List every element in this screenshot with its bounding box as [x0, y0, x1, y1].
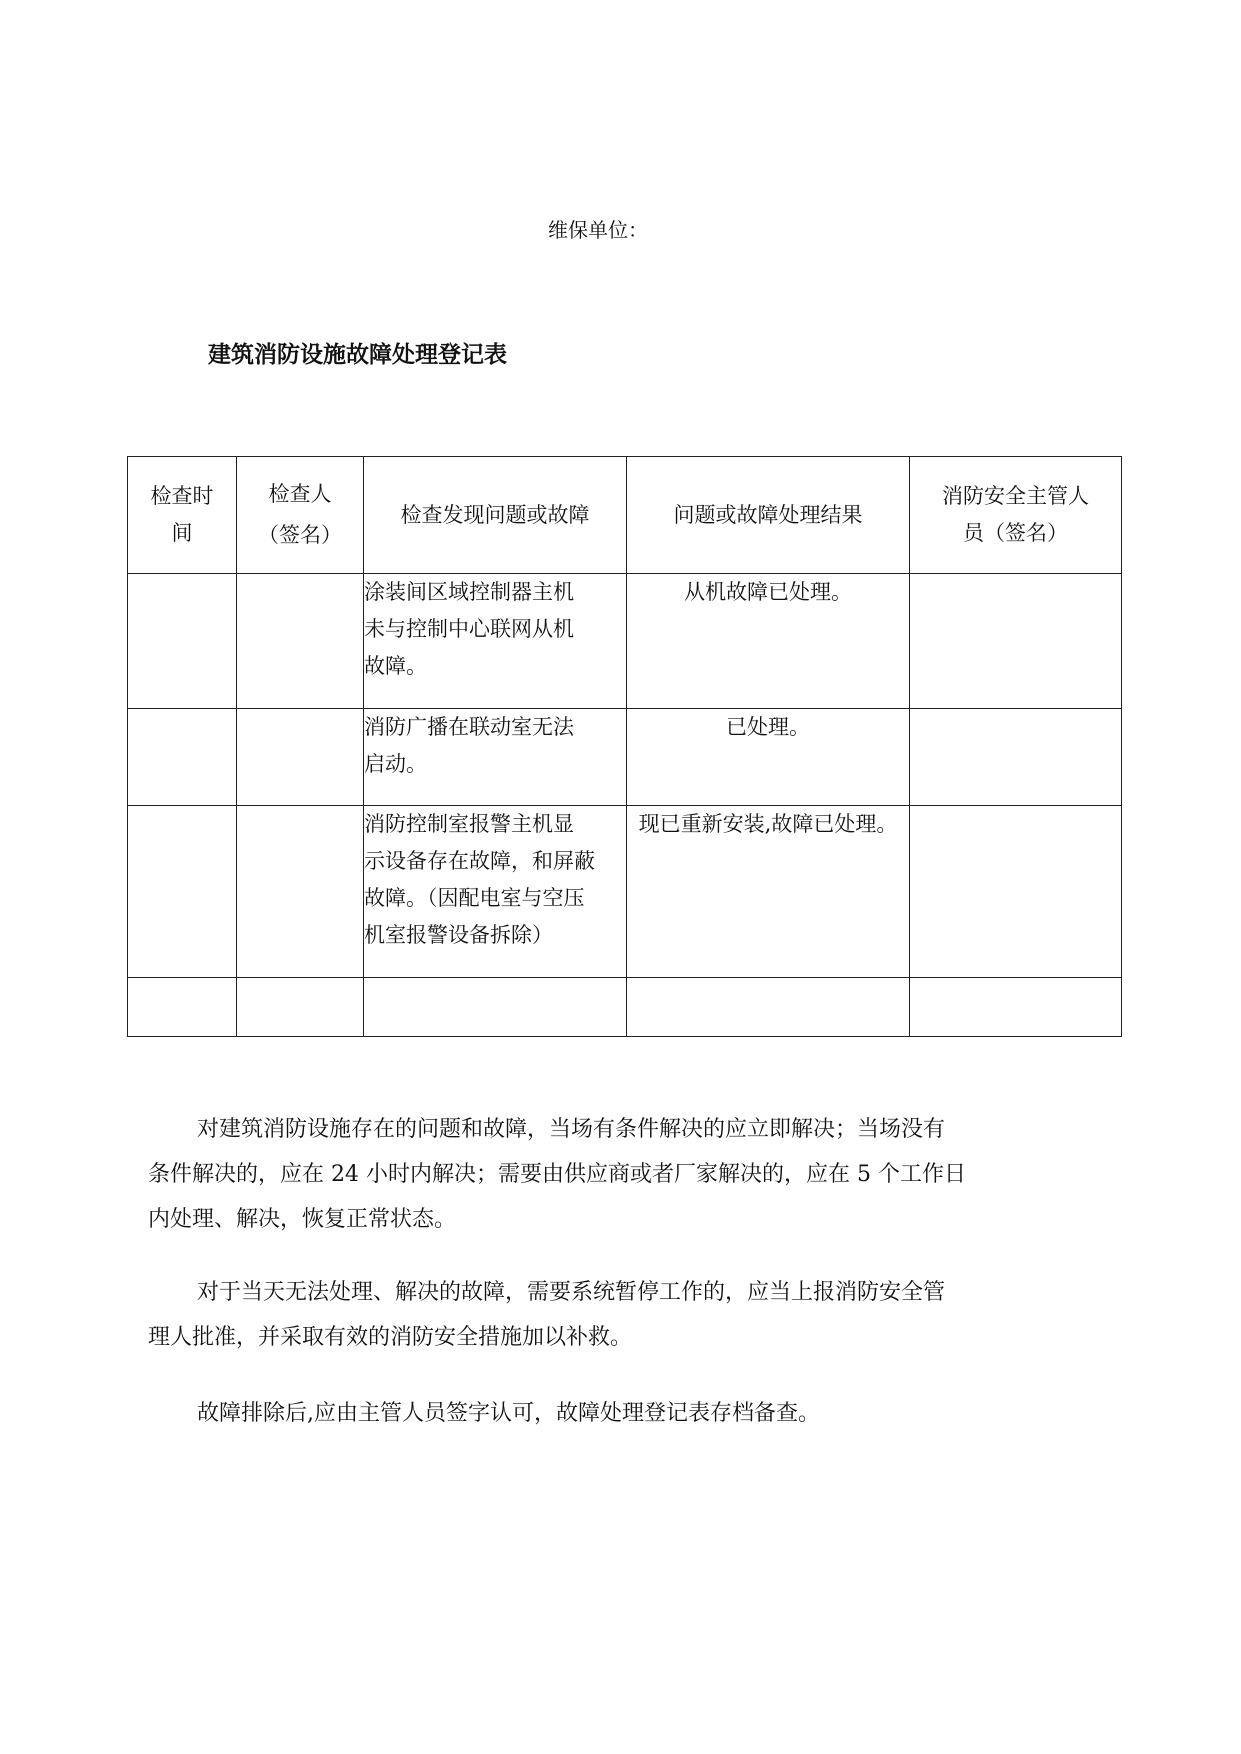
- fault-register-table: [127, 456, 1122, 1037]
- header-check-time: 检查时 间: [128, 457, 237, 574]
- table-row: [128, 709, 1122, 806]
- cell-inspector: [237, 709, 364, 806]
- cell-time: [128, 978, 237, 1037]
- header-problem: 检查发现问题或故障: [364, 457, 627, 574]
- cell-inspector: [237, 978, 364, 1037]
- cell-supervisor: [910, 574, 1122, 709]
- cell-inspector: [237, 574, 364, 709]
- cell-supervisor: [910, 806, 1122, 978]
- cell-inspector: [237, 806, 364, 978]
- cell-problem: 消防广播在联动室无法 启动。: [364, 709, 627, 806]
- table-row: [128, 806, 1122, 978]
- cell-problem: 涂装间区域控制器主机 未与控制中心联网从机 故障。: [364, 574, 627, 709]
- cell-time: [128, 574, 237, 709]
- page-title: 建筑消防设施故障处理登记表: [208, 341, 507, 368]
- header-supervisor: 消防安全主管人 员（签名）: [910, 457, 1122, 574]
- paragraph-archiving: 故障排除后,应由主管人员签字认可，故障处理登记表存档备查。: [197, 1401, 820, 1426]
- cell-result: [627, 978, 910, 1037]
- cell-problem: 消防控制室报警主机显 示设备存在故障，和屏蔽 故障。（因配电室与空压 机室报警设备拆除）: [364, 806, 627, 978]
- cell-result: 从机故障已处理。: [627, 574, 910, 709]
- cell-result: 已处理。: [627, 709, 910, 806]
- header-result: 问题或故障处理结果: [627, 457, 910, 574]
- header-inspector: 检查人 （签名）: [237, 457, 364, 574]
- paragraph-unresolved-faults: 对于当天无法处理、解决的故障，需要系统暂停工作的，应当上报消防安全管 理人批准，并采取有效的消防安全措施加以补救。: [148, 1280, 946, 1350]
- cell-supervisor: [910, 978, 1122, 1037]
- cell-time: [128, 806, 237, 978]
- cell-time: [128, 709, 237, 806]
- cell-problem: [364, 978, 627, 1037]
- table-header-row: [128, 457, 1122, 574]
- table-row: [128, 574, 1122, 709]
- maintenance-unit-label: 维保单位：: [548, 218, 648, 242]
- table-row: [128, 978, 1122, 1037]
- paragraph-resolution-deadlines: 对建筑消防设施存在的问题和故障，当场有条件解决的应立即解决；当场没有 条件解决的，应在 24 小时内解决；需要由供应商或者厂家解决的，应在 5 个工作日 内处理、解决，恢复正常状态。: [148, 1117, 966, 1232]
- cell-result: 现已重新安装,故障已处理。: [627, 806, 910, 978]
- cell-supervisor: [910, 709, 1122, 806]
